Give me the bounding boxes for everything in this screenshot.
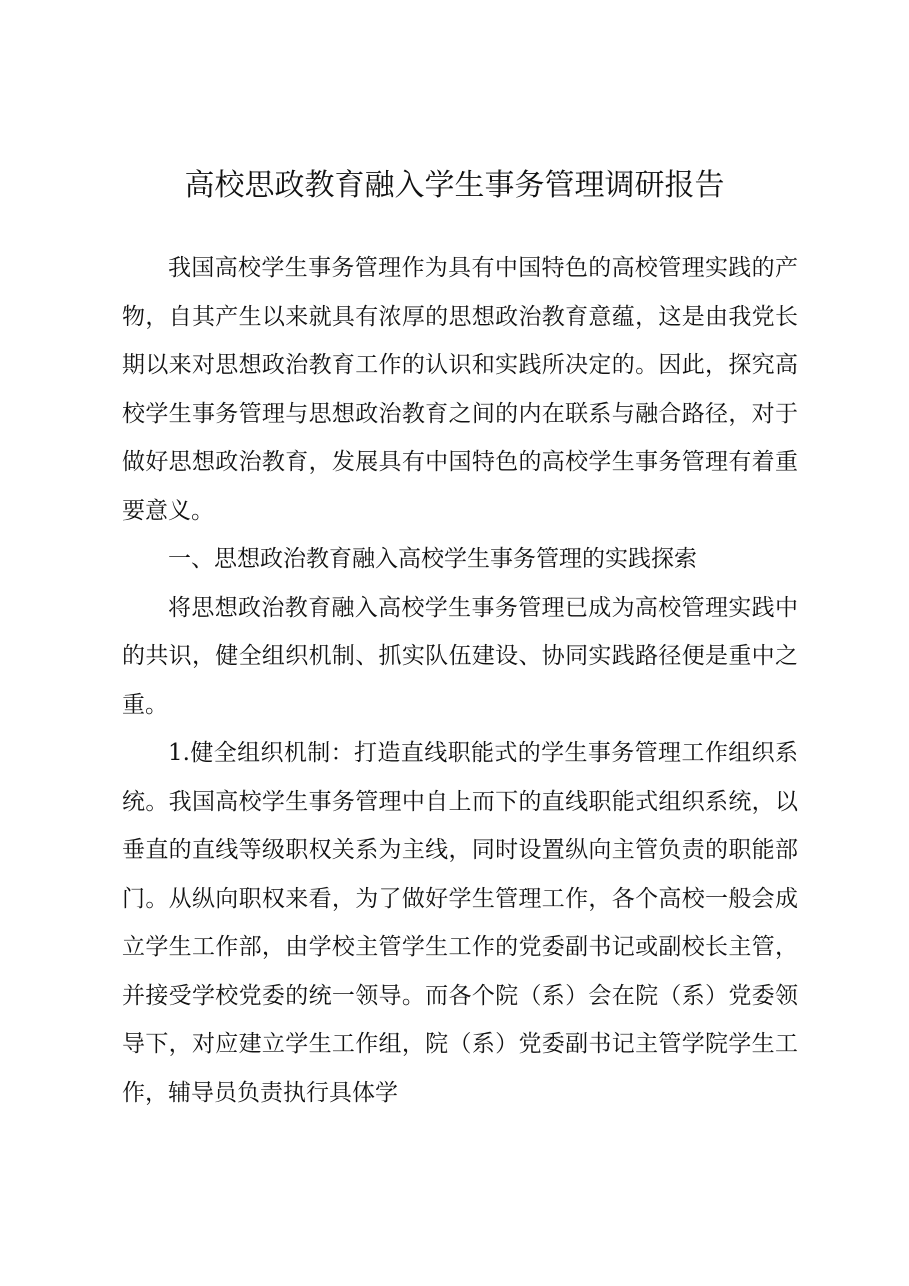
point-1-paragraph: 1.健全组织机制：打造直线职能式的学生事务管理工作组织系统。我国高校学生事务管理中自上而下的直线职能式组织系统，以垂直的直线等级职权关系为主线，同时设置纵向主管负责的职能部门。从纵向职权来看，为了做好学生管理工作，各个高校一般会成立学生工作部，由学校主管学生工作的党委副书记或副校长主管，并接受学校党委的统一领导。而各个院（系）会在院（系）党委领导下，对应建立学生工作组，院（系）党委副书记主管学院学生工作，辅导员负责执行具体学 — [122, 740, 798, 1106]
intro-paragraph: 我国高校学生事务管理作为具有中国特色的高校管理实践的产物，自其产生以来就具有浓厚的思想政治教育意蕴，这是由我党长期以来对思想政治教育工作的认识和实践所决定的。因此，探究高校学生事务管理与思想政治教育之间的内在联系与融合路径，对于做好思想政治教育，发展具有中国特色的高校学生事务管理有着重要意义。 — [122, 255, 798, 524]
document-body — [122, 244, 798, 1117]
section-heading: 一、思想政治教育融入高校学生事务管理的实践探索 — [168, 546, 697, 572]
document-title: 高校思政教育融入学生事务管理调研报告 — [184, 168, 725, 203]
section-intro-paragraph: 将思想政治教育融入高校学生事务管理已成为高校管理实践中的共识，健全组织机制、抓实队伍建设、协同实践路径便是重中之重。 — [122, 594, 798, 718]
